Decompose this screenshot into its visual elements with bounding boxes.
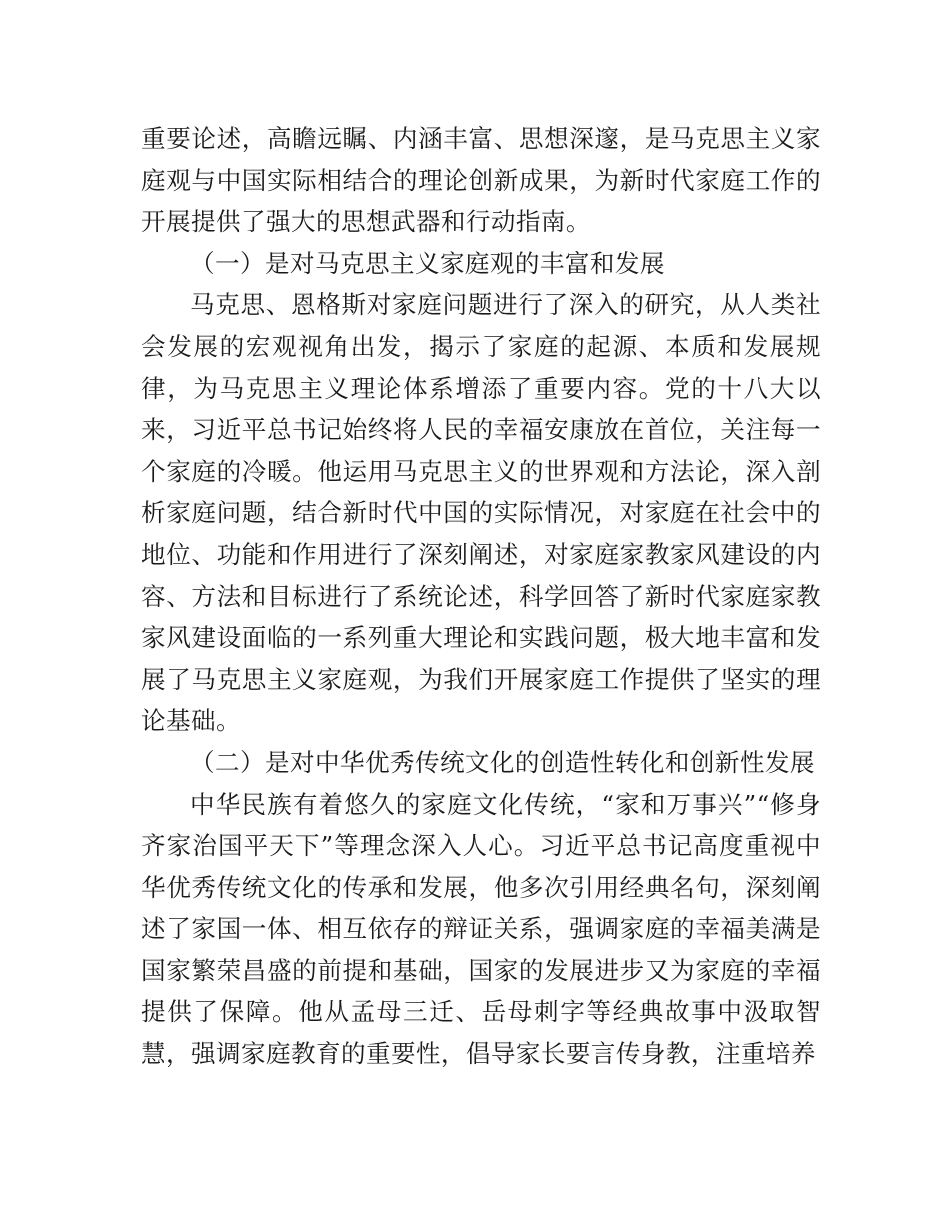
paragraph-marxist-family-view: 马克思、恩格斯对家庭问题进行了深入的研究，从人类社会发展的宏观视角出发，揭示了家庭的起源、本质和发展规律，为马克思主义理论体系增添了重要内容。党的十八大以来，习近平总书记始终将人民的幸福安康放在首位，关注每一个家庭的冷暖。他运用马克思主义的世界观和方法论，深入剖析家庭问题，结合新时代中国的实际情况，对家庭在社会中的地位、功能和作用进行了深刻阐述，对家庭家教家风建设的内容、方法和目标进行了系统论述，科学回答了新时代家庭家教家风建设面临的一系列重大理论和实践问题，极大地丰富和发展了马克思主义家庭观，为我们开展家庭工作提供了坚实的理论基础。 [141, 290, 821, 736]
document-body [141, 118, 821, 1075]
paragraph-intro-continuation: 重要论述，高瞻远瞩、内涵丰富、思想深邃，是马克思主义家庭观与中国实际相结合的理论创新成果，为新时代家庭工作的开展提供了强大的思想武器和行动指南。 [141, 124, 821, 237]
section-heading-1: （一）是对马克思主义家庭观的丰富和发展 [190, 248, 665, 278]
section-heading-2: （二）是对中华优秀传统文化的创造性转化和创新性发展 [190, 747, 815, 777]
paragraph-traditional-culture: 中华民族有着悠久的家庭文化传统，“家和万事兴”“修身齐家治国平天下”等理念深入人心。习近平总书记高度重视中华优秀传统文化的传承和发展，他多次引用经典名句，深刻阐述了家国一体、相互依存的辩证关系，强调家庭的幸福美满是国家繁荣昌盛的前提和基础，国家的发展进步又为家庭的幸福提供了保障。他从孟母三迁、岳母刺字等经典故事中汲取智慧，强调家庭教育的重要性，倡导家长要言传身教，注重培养 [141, 789, 821, 1069]
